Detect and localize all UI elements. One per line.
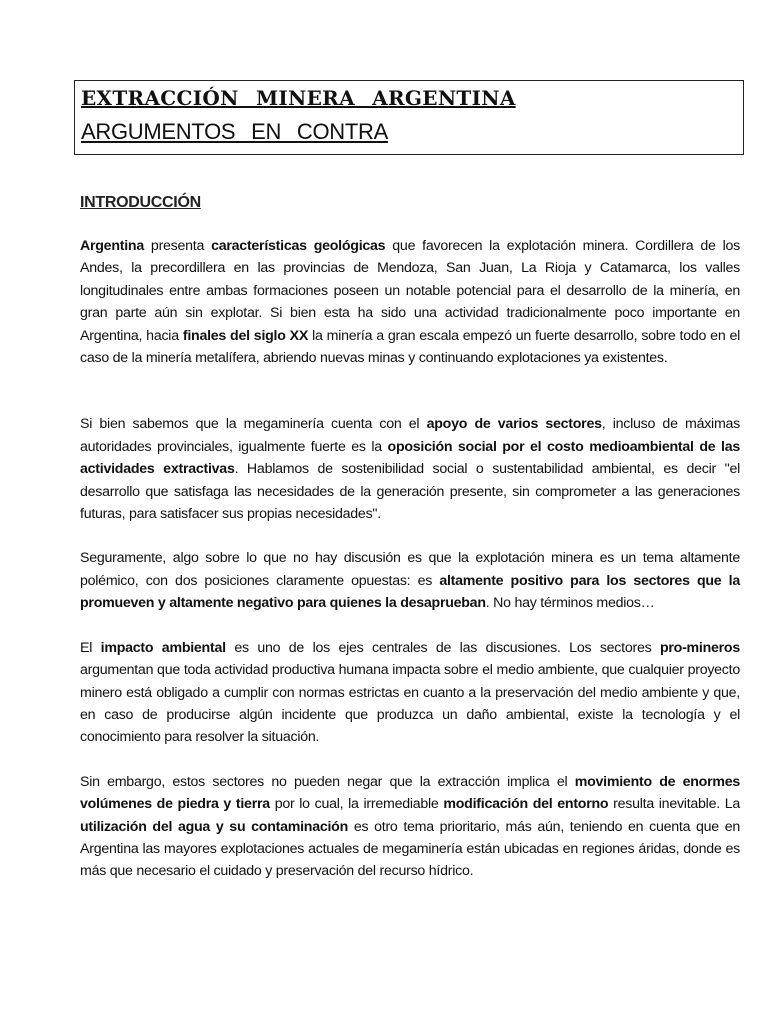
bold-text: características geológicas — [211, 238, 386, 254]
paragraph — [80, 637, 740, 749]
bold-text: oposición social por el costo medioambiental de las actividades extractivas — [80, 438, 740, 478]
paragraph — [80, 547, 740, 614]
section-heading: INTRODUCCIÓN — [80, 194, 201, 211]
document-body — [80, 235, 740, 905]
text-run: es otro tema prioritario, más aún, teniendo en cuenta que en Argentina las mayores explotaciones actuales de megaminería están ubicadas en regiones áridas, donde es más que necesario el cuidado y preservación del recurso hídrico. — [80, 818, 741, 880]
text-run: argumentan que toda actividad productiva humana impacta sobre el medio ambiente, que cualquier proyecto minero está obligado a cumplir con normas estrictas en cuanto a la preservación del medio ambiente y que, en caso de producirse algún incidente que produzca un daño ambiental, existe la tecnología y el conocimiento para resolver la situación. — [80, 662, 740, 746]
bold-text: modificación del entorno — [443, 796, 609, 813]
paragraph — [80, 771, 740, 883]
bold-text: movimiento de enormes volúmenes de piedra y tierra — [80, 773, 741, 813]
paragraph — [80, 413, 740, 525]
bold-text: impacto ambiental — [100, 639, 226, 656]
title-box — [74, 80, 744, 155]
text-run: , incluso de máximas autoridades provinciales, igualmente fuerte es la — [80, 416, 741, 455]
text-run: Si bien sabemos que la megaminería cuenta con el — [80, 416, 427, 433]
bold-text: Argentina — [80, 238, 144, 254]
text-run: Seguramente, algo sobre lo que no hay discusión es que la explotación minera es un tema altamente polémico, con dos posiciones claramente opuestas: es — [80, 550, 740, 589]
document-title: EXTRACCIÓN MINERA ARGENTINA — [81, 86, 516, 110]
text-run: es uno de los ejes centrales de las discusiones. Los sectores — [225, 639, 660, 656]
bold-text: utilización del agua y su contaminación — [80, 818, 349, 835]
text-run: resulta inevitable. La — [608, 796, 741, 813]
text-run: que favorecen la explotación minera. Cordillera de los Andes, la precordillera en las provincias de Mendoza, San Juan, La Rioja y Catamarca, los valles longitudinales entre ambas formaciones poseen un notable potencial para el desarrollo de la minería, en gran parte aún sin explotar. Si bien esta ha sido una actividad tradicionalmente poco importante en Argentina, hacia — [80, 238, 740, 344]
bold-text: finales del siglo XX — [182, 327, 309, 344]
text-run: . Hablamos de sostenibilidad social o sustentabilidad ambiental, es decir "el desarrollo que satisfaga las necesidades de la generación presente, sin comprometer a las generaciones futuras, para satisfacer sus propias necesidades". — [80, 461, 740, 523]
text-run: presenta — [143, 238, 212, 254]
text-run: por lo cual, la irremediable — [269, 796, 444, 813]
text-run: . No hay términos medios… — [485, 595, 655, 612]
bold-text: apoyo de varios sectores — [426, 416, 602, 433]
bold-text: altamente positivo para los sectores que la promueven y altamente negativo para quienes la desaprueban — [80, 572, 740, 612]
text-run: El — [80, 639, 101, 656]
document-subtitle: ARGUMENTOS EN CONTRA — [81, 119, 388, 144]
text-run: la minería a gran escala empezó un fuerte desarrollo, sobre todo en el caso de la minería metalífera, abriendo nuevas minas y continuando explotaciones ya existentes. — [80, 327, 741, 367]
bold-text: pro-mineros — [659, 639, 740, 656]
paragraph — [80, 235, 740, 369]
text-run: Sin embargo, estos sectores no pueden negar que la extracción implica el — [80, 773, 575, 790]
